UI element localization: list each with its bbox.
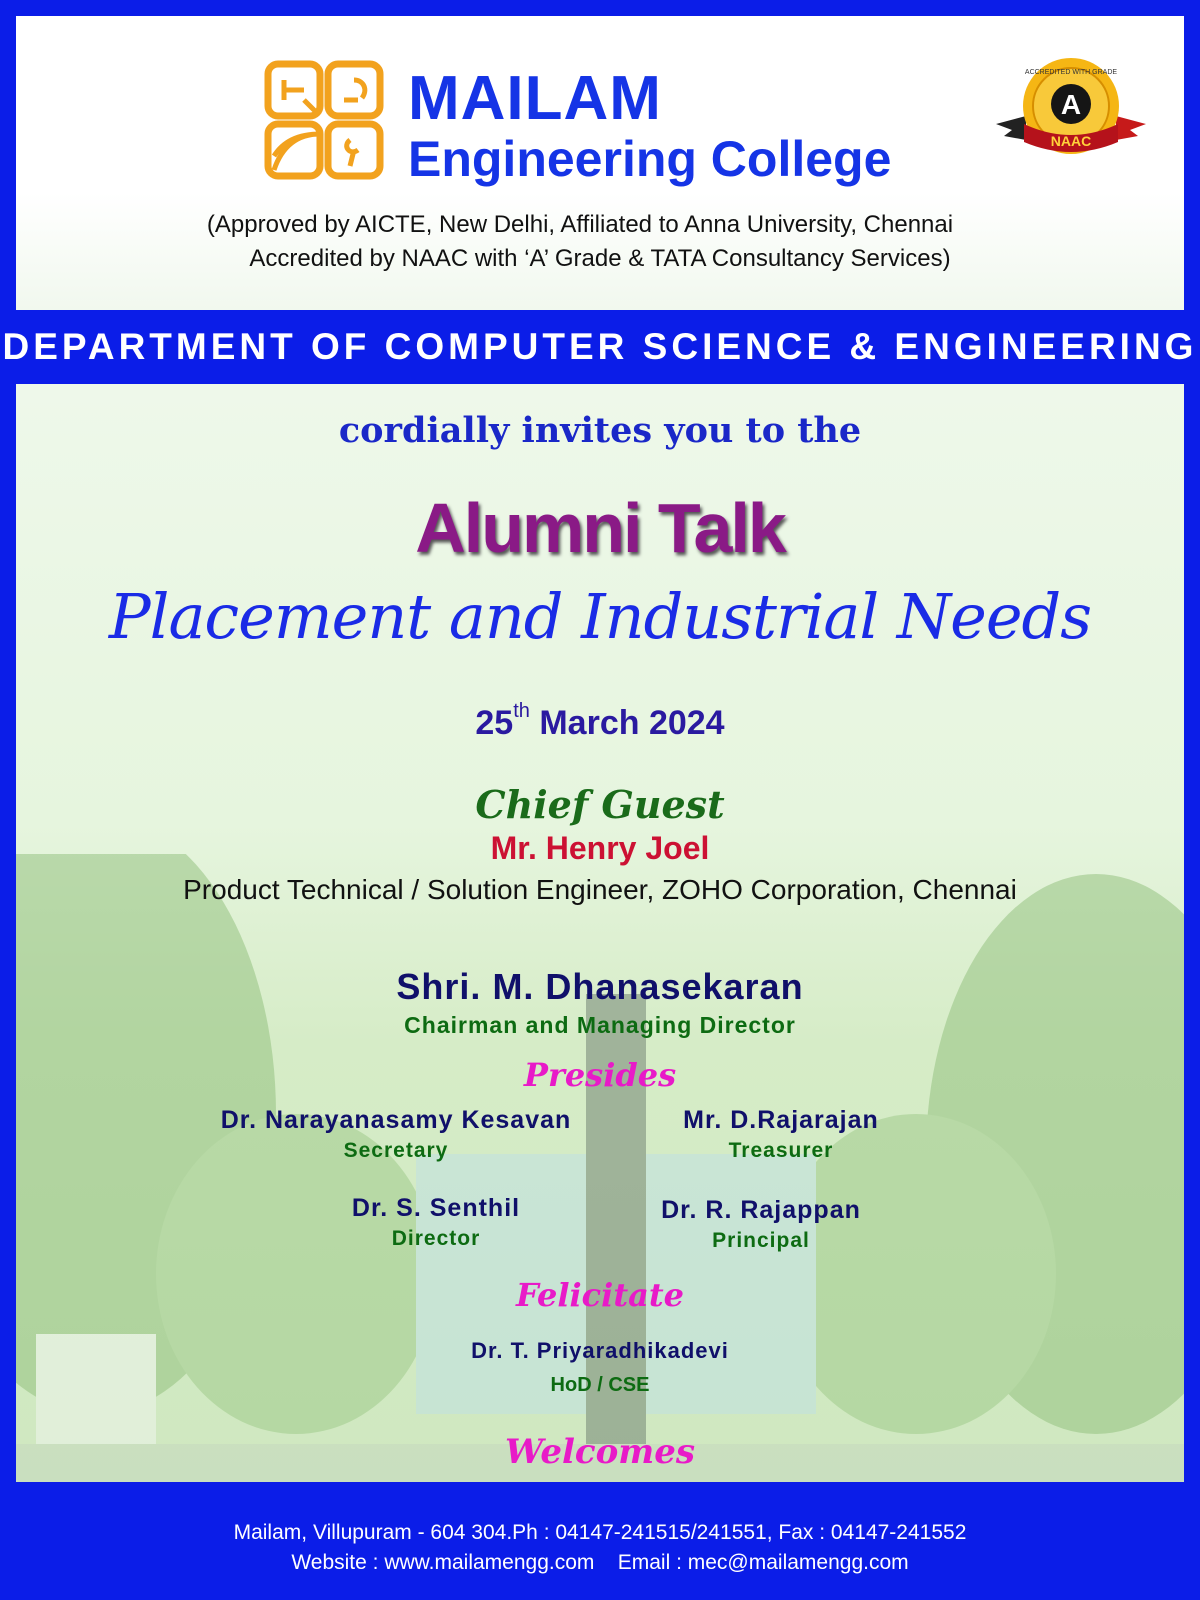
website-link[interactable]: Website : www.mailamengg.com xyxy=(291,1551,595,1574)
event-date: 25th March 2024 xyxy=(475,700,725,742)
address-line: Mailam, Villupuram - 604 304.Ph : 04147-241515/241551, Fax : 04147-241552 xyxy=(233,1521,967,1544)
approval-line-1: (Approved by AICTE, New Delhi, Affiliated to Anna University, Chennai xyxy=(206,211,954,238)
svg-text:NAAC: NAAC xyxy=(1050,133,1092,149)
event-subtitle: Placement and Industrial Needs xyxy=(108,580,1092,653)
chief-guest-label: Chief Guest xyxy=(475,782,725,827)
college-logo-icon xyxy=(264,60,384,180)
invitation-body xyxy=(16,384,1184,1482)
event-title: Alumni Talk xyxy=(415,489,785,567)
chairman-name: Shri. M. Dhanasekaran xyxy=(396,966,804,1007)
felicitate-role: HoD / CSE xyxy=(550,1374,650,1396)
chief-guest-name: Mr. Henry Joel xyxy=(490,830,710,866)
naac-badge-icon xyxy=(996,56,1146,166)
presides-label: Presides xyxy=(523,1056,677,1094)
chief-guest-designation: Product Technical / Solution Engineer, ZOHO Corporation, Chennai xyxy=(183,874,1017,905)
department-banner: DEPARTMENT OF COMPUTER SCIENCE & ENGINEERING xyxy=(2,326,1198,367)
svg-text:ACCREDITED WITH GRADE: ACCREDITED WITH GRADE xyxy=(1024,69,1118,76)
approval-line-2: Accredited by NAAC with ‘A’ Grade & TATA Consultancy Services) xyxy=(249,245,951,272)
welcomes-label: Welcomes xyxy=(504,1432,696,1472)
svg-text:A: A xyxy=(1060,89,1082,120)
college-name: MAILAM Engineering College xyxy=(408,64,892,187)
chairman-role: Chairman and Managing Director xyxy=(404,1012,796,1038)
contact-footer xyxy=(0,1518,1200,1578)
felicitate-name: Dr. T. Priyaradhikadevi xyxy=(471,1338,729,1363)
web-email-line xyxy=(0,1548,1200,1578)
invite-text: cordially invites you to the xyxy=(338,410,862,451)
felicitate-label: Felicitate xyxy=(516,1276,684,1314)
college-header xyxy=(16,16,1184,310)
presider-director: Dr. S. Senthil Director xyxy=(351,1194,521,1250)
email-link[interactable]: Email : mec@mailamengg.com xyxy=(617,1551,909,1574)
presider-principal: Dr. R. Rajappan Principal xyxy=(661,1196,861,1252)
presider-secretary: Dr. Narayanasamy Kesavan Secretary xyxy=(220,1106,572,1162)
presider-treasurer: Mr. D.Rajarajan Treasurer xyxy=(683,1106,879,1162)
